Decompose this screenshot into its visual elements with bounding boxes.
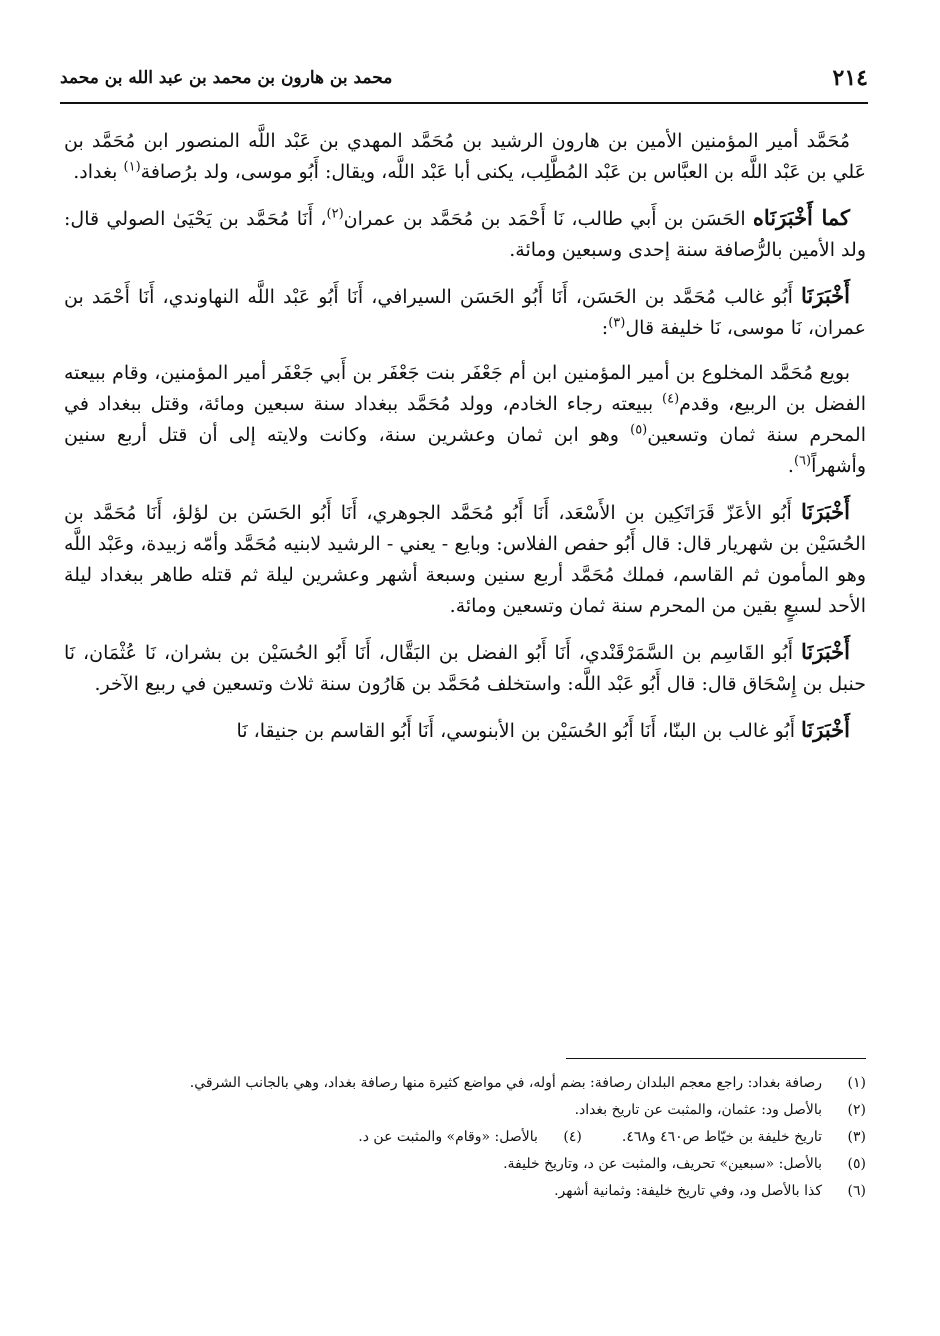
paragraph-text: الحَسَن بن أَبي طالب، نَا أَحْمَد بن مُحَمَّد بن عمران xyxy=(343,208,753,230)
isnad-lead: أَخْبَرَنَا xyxy=(801,283,850,308)
footnote-text: رصافة بغداد: راجع معجم البلدان رصافة: بضم أوله، في مواضع كثيرة منها رصافة بغداد، وهي بالجانب الشرقي. xyxy=(189,1075,822,1091)
footnote-text: بالأصل: «وقام» والمثبت عن د. xyxy=(358,1129,538,1145)
footnote-3 xyxy=(622,1124,866,1151)
paragraph-text: ، أَنَا مُحَمَّد بن يَحْيَىٰ الصولي قال: ولد الأمين بالرُّصافة سنة إحدى وسبعين ومائة. xyxy=(64,208,866,261)
isnad-lead: كما أَخْبَرَنَاه xyxy=(752,205,850,230)
footnote-number: (٤) xyxy=(563,1129,582,1145)
paragraph-text: : xyxy=(601,317,609,339)
footnote-ref-6: (٦) xyxy=(793,453,812,469)
footnote-ref-3: (٣) xyxy=(608,315,626,331)
isnad-lead: أَخْبَرَنَا xyxy=(801,639,850,664)
footnote-4 xyxy=(358,1124,582,1151)
footnote-text: بالأصل ود: عثمان، والمثبت عن تاريخ بغداد. xyxy=(574,1102,822,1118)
paragraph-text: بويع مُحَمَّد المخلوع بن أمير المؤمنين ابن أم جَعْفَر بنت جَعْفَر بن أَبي جَعْفَر أمير المؤمنين، وقام ببيعته الفضل بن الربيع، وقدم xyxy=(64,362,866,415)
paragraph-text: ببيعته رجاء الخادم، وولد مُحَمَّد ببغداد سنة سبعين ومائة، وقتل ببغداد في المحرم سنة ثمان وتسعين xyxy=(64,393,866,446)
isnad-lead: أَخْبَرَنَا xyxy=(801,717,850,742)
paragraph-text: بغداد. xyxy=(73,161,124,183)
paragraph-4 xyxy=(64,358,866,482)
paragraph-text: أَبُو الأعَزّ قَرَاتَكِين بن الأَسْعَد، أَنَا أَبُو مُحَمَّد الجوهري، أَنَا أَبُو الحَسَن بن لؤلؤ، أَنَا مُحَمَّد بن الحُسَيْن بن شهريار قال: قال أَبُو حفص الفلاس: وبايع - يعني - الرشيد لابنيه مُحَمَّد وأمّه زبيدة، وعَبْد اللَّه وهو المأمون ثم القاسم، فملك مُحَمَّد أربع سنين وسبعة أشهر وعشرين ليلة ثم قتله طاهر ببغداد ليلة الأحد لسبعٍ بقين من المحرم سنة ثمان وتسعين ومائة. xyxy=(64,502,866,617)
paragraph-7 xyxy=(64,714,866,747)
paragraph-2 xyxy=(64,202,866,266)
paragraph-6 xyxy=(64,636,866,700)
footnote-ref-4: (٤) xyxy=(662,391,680,407)
footnote-text: بالأصل: «سبعين» تحريف، والمثبت عن د، وتاريخ خليفة. xyxy=(503,1156,822,1172)
paragraph-text: وهو ابن ثمان وعشرين سنة، وكانت ولايته إلى أن قتل أربع سنين وأشهراً xyxy=(64,424,866,477)
footnote-number: (٢) xyxy=(847,1102,866,1118)
footnote-2 xyxy=(64,1097,866,1124)
footnote-1 xyxy=(64,1070,866,1097)
paragraph-text: أَبُو غالب بن البنّا، أَنَا أَبُو الحُسَيْن بن الأبنوسي، أَنَا أَبُو القاسم بن جنيقا، نَا xyxy=(236,720,802,742)
footnote-divider xyxy=(566,1058,866,1059)
footnote-number: (٣) xyxy=(847,1129,866,1145)
running-title: محمد بن هارون بن محمد بن عبد الله بن محمد xyxy=(60,68,393,88)
paragraph-text: . xyxy=(787,455,794,477)
paragraph-text: أَبُو القَاسِم بن السَّمَرْقَنْدي، أَنَا أَبُو الفضل بن البَقَّال، أَنَا أَبُو الحُسَيْن بن بشران، نَا عُثْمَان، نَا حنبل بن إِسْحَاق قال: قال أَبُو عَبْد اللَّه: واستخلف مُحَمَّد بن هَارُون سنة ثلاث وتسعين في ربيع الآخر. xyxy=(64,642,866,695)
footnote-ref-5: (٥) xyxy=(630,422,648,438)
page-number: ٢١٤ xyxy=(832,65,868,91)
footnote-6 xyxy=(64,1178,866,1205)
footnote-ref-1: (١) xyxy=(123,159,141,175)
isnad-lead: أَخْبَرَنَا xyxy=(801,499,850,524)
footnote-text: تاريخ خليفة بن خيّاط ص٤٦٠ و٤٦٨. xyxy=(621,1129,822,1145)
paragraph-text: أَبُو غالب مُحَمَّد بن الحَسَن، أَنَا أَبُو الحَسَن السيرافي، أَنَا أَبُو عَبْد اللَّه النهاوندي، أَنَا أَحْمَد بن عمران، نَا موسى، نَا خليفة قال xyxy=(64,286,866,339)
footnote-number: (٥) xyxy=(847,1156,866,1172)
footnote-text: كذا بالأصل ود، وفي تاريخ خليفة: وثمانية أشهر. xyxy=(554,1183,822,1199)
paragraph-text: مُحَمَّد أمير المؤمنين الأمين بن هارون الرشيد بن مُحَمَّد المهدي بن عَبْد اللَّه المنصور ابن مُحَمَّد بن عَلي بن عَبْد اللَّه بن العبَّاس بن عَبْد المُطَّلِب، يكنى أبا عَبْد اللَّه، ويقال: أَبُو موسى، ولد برُصافة xyxy=(64,130,866,183)
footnote-ref-2: (٢) xyxy=(326,206,344,222)
header-divider xyxy=(60,102,868,104)
paragraph-5 xyxy=(64,496,866,622)
footnote-number: (٦) xyxy=(847,1183,866,1199)
paragraph-1 xyxy=(64,126,866,188)
paragraph-3 xyxy=(64,280,866,344)
footnote-number: (١) xyxy=(847,1075,866,1091)
footnote-5 xyxy=(64,1151,866,1178)
footnotes xyxy=(64,1070,866,1205)
footnote-row-3-4 xyxy=(64,1124,866,1151)
page-header xyxy=(60,58,868,98)
main-text xyxy=(64,126,866,761)
